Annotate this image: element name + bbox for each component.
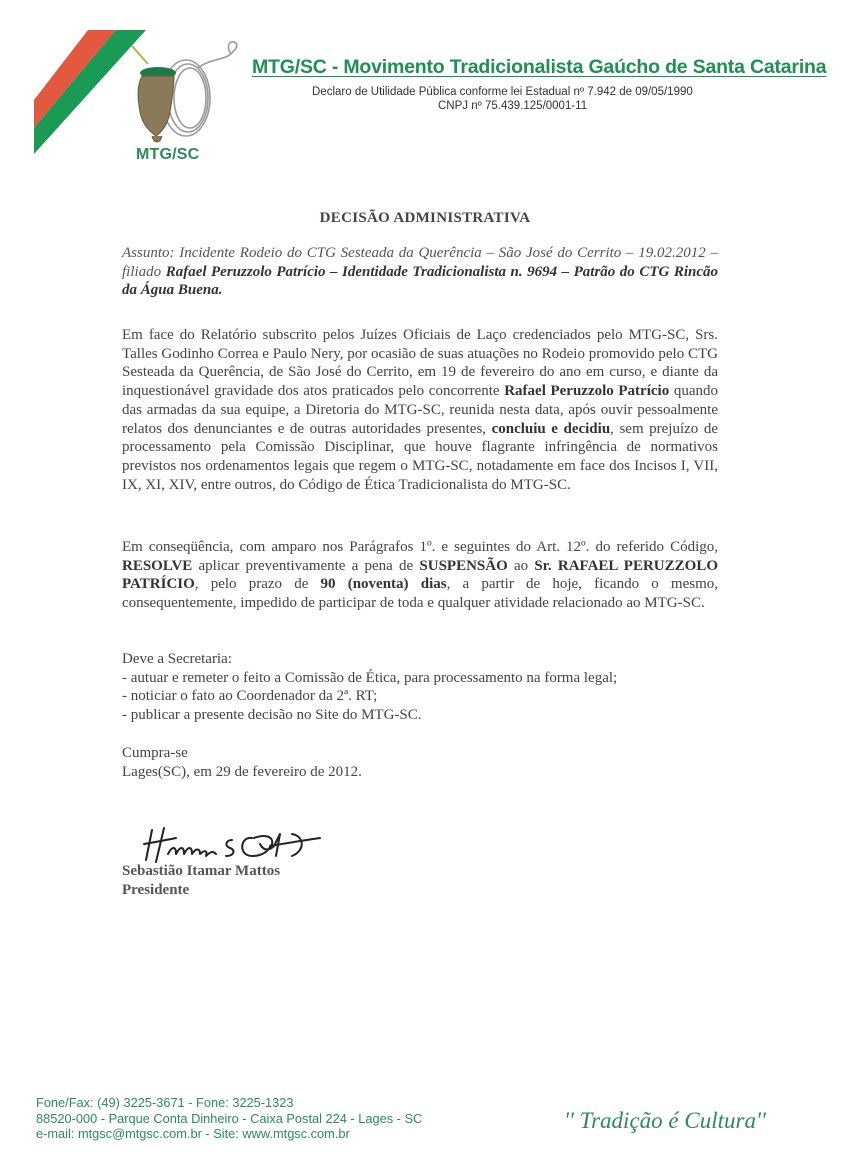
p2-text-1: Em conseqüência, com amparo nos Parágrafos 1º. e seguintes do Art. 12º. do referido Código, (122, 539, 718, 555)
secretaria-heading: Deve a Secretaria: (122, 651, 232, 667)
p2-text-3: ao (507, 557, 535, 574)
p2-bold-2: SUSPENSÃO (419, 557, 508, 574)
report-paragraph (122, 326, 718, 494)
secretaria-item: - autuar e remeter o feito a Comissão de Ética, para processamento na forma legal; (122, 669, 618, 686)
footer-contact (36, 1095, 422, 1142)
document-title: DECISÃO ADMINISTRATIVA (319, 210, 531, 226)
subject-text: Assunto: Incidente Rodeio do CTG Sesteada da Querência – São José do Cerrito – 19.02.2012 – filiado (122, 245, 718, 280)
p1-bold-2: concluiu e decidiu (491, 420, 611, 437)
secretaria-item: - publicar a presente decisão no Site do MTG-SC. (122, 707, 422, 724)
cumpra-se: Cumpra-se (122, 745, 188, 761)
subject-paragraph (122, 244, 718, 300)
signer-name: Sebastião Itamar Mattos (122, 863, 281, 879)
p2-text-5: , a partir de hoje, ficando o mesmo, consequentemente, impedido de participar de toda e qualquer atividade relacionado ao MTG-SC. (122, 576, 718, 612)
p2-text-4: , pelo prazo de (194, 576, 321, 593)
footer-email-site: e-mail: mtgsc@mtgsc.com.br - Site: www.mtgsc.com.br (36, 1126, 350, 1141)
logo-text: MTG/SC (136, 146, 200, 163)
footer-address: 88520-000 - Parque Conta Dinheiro - Caixa Postal 224 - Lages - SC (36, 1110, 423, 1126)
signer-role: Presidente (122, 881, 190, 898)
cnpj-line: CNPJ nº 75.439.125/0001-11 (438, 100, 588, 112)
p2-text-2: aplicar preventivamente a pena de (192, 557, 420, 574)
place-date: Lages(SC), em 29 de fevereiro de 2012. (122, 763, 362, 780)
footer-phone: Fone/Fax: (49) 3225-3671 - Fone: 3225-1323 (36, 1095, 294, 1110)
mate-gourd-lasso-icon (128, 40, 248, 152)
closing-section (122, 744, 718, 781)
p1-text-3: , sem prejuízo de processamento pela Comissão Disciplinar, que houve flagrante infringência de normativos previstos nos ordenamentos legais que regem o MTG-SC, notadamente em face dos Incisos I, VII, IX, XI, XIV, entre outros, do Código de Ética Tradicionalista do MTG-SC. (122, 420, 718, 493)
declaration-line: Declaro de Utilidade Pública conforme lei Estadual nº 7.942 de 09/05/1990 (312, 86, 693, 98)
secretaria-section (122, 650, 718, 725)
p1-text-1: Em face do Relatório subscrito pelos Juízes Oficiais de Laço credenciados pelo MTG-SC, Srs. Talles Godinho Correa e Paulo Nery, por ocasião de suas atuações no Rodeio promovido pelo CTG Sesteada da Querência, de São José do Cerrito, em 19 de fevereiro do ano em curso, e diante da inquestionável gravidade dos atos praticados pelo concorrente (122, 327, 718, 400)
p2-bold-1: RESOLVE (122, 557, 193, 574)
p1-bold-1: Rafael Peruzzolo Patrício (504, 383, 670, 400)
motto: '' Tradição é Cultura'' (564, 1108, 766, 1133)
p2-bold-4: 90 (noventa) dias (320, 576, 447, 593)
resolution-paragraph (122, 538, 718, 613)
p2-bold-3: Sr. RAFAEL PERUZZOLO PATRÍCIO (122, 557, 718, 593)
signer-block (122, 862, 280, 899)
org-title: MTG/SC - Movimento Tradicionalista Gaúcho de Santa Catarina (252, 56, 827, 78)
subject-bold: Rafael Peruzzolo Patrício – Identidade Tradicionalista n. 9694 – Patrão do CTG Rincão da Água Buena. (122, 263, 718, 299)
p1-text-2: quando das armadas da sua equipe, a Diretoria do MTG-SC, reunida nesta data, após ouvir pessoalmente relatos dos denunciantes e de outras autoridades presentes, (122, 383, 718, 437)
secretaria-item: - noticiar o fato ao Coordenador da 2ª. RT; (122, 688, 378, 705)
